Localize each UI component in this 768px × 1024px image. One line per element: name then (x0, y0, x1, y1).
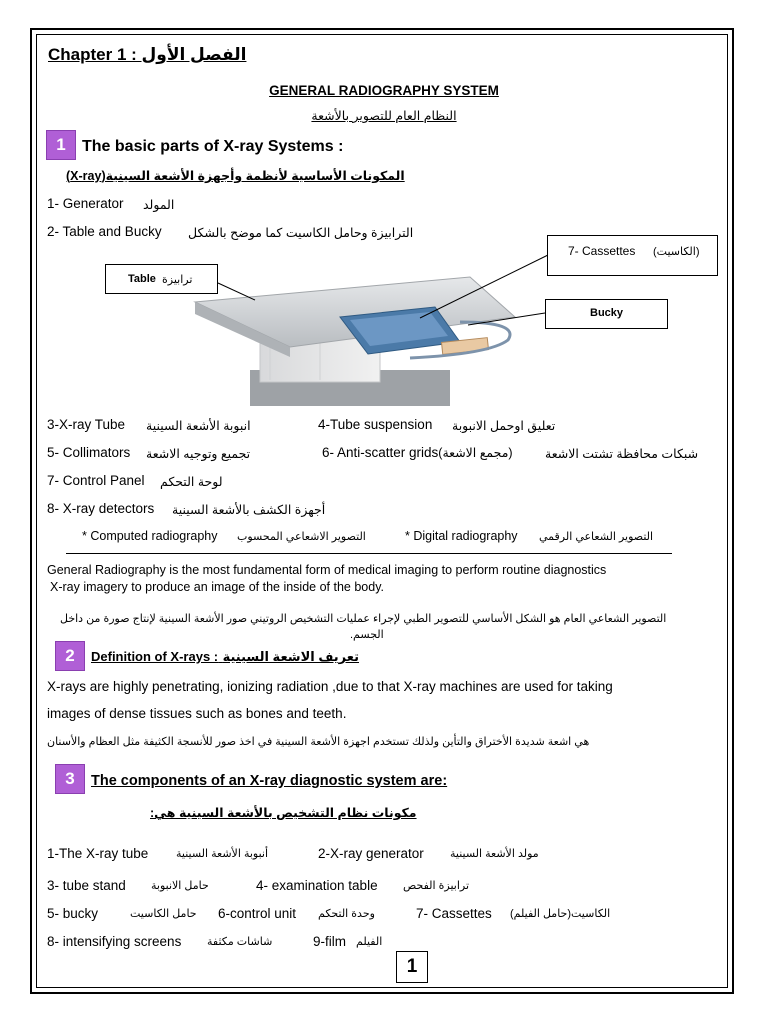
component-xray-generator: 2-X-ray generator (318, 846, 424, 861)
document-title-arabic: النظام العام للتصوير بالأشعة (311, 109, 457, 123)
component-examination-table-arabic: ترابيزة الفحص (403, 880, 470, 892)
section-divider (66, 553, 672, 554)
component-control-unit-arabic: وحدة التحكم (318, 908, 375, 920)
item-anti-scatter-grids-paren-arabic: (مجمع الاشعة) (438, 446, 513, 460)
item-collimators-arabic: تجميع وتوجيه الاشعة (146, 447, 251, 461)
xray-definition-line-2: images of dense tissues such as bones and teeth. (47, 706, 347, 721)
item-xray-tube: 3-X-ray Tube (47, 417, 126, 432)
section-2-title-label: Definition of X-rays : (91, 649, 219, 664)
item-xray-tube-arabic: انبوبة الأشعة السينية (146, 419, 251, 433)
item-generator: 1- Generator (47, 196, 124, 211)
component-cassettes: 7- Cassettes (416, 906, 492, 921)
paragraph-general-radiography-2: X-ray imagery to produce an image of the inside of the body. (50, 580, 384, 594)
item-anti-scatter-grids-label: 6- Anti-scatter grids (322, 445, 439, 460)
chapter-heading: Chapter 1 : الفصل الأول (48, 45, 247, 64)
item-xray-detectors-arabic: أجهزة الكشف بالأشعة السينية (172, 503, 326, 517)
component-xray-tube: 1-The X-ray tube (47, 846, 149, 861)
callout-table-label: Table (128, 273, 156, 285)
component-film: 9-film (313, 934, 346, 949)
paragraph-general-radiography-arabic-1: التصوير الشعاعي العام هو الشكل الأساسي للتصوير الطبي لإجراء عمليات التشخيص الروتيني صور الأشعة السينية لإنتاج صورة من داخل (60, 613, 667, 625)
component-bucky-arabic: حامل الكاسيت (130, 908, 197, 920)
document-title: GENERAL RADIOGRAPHY SYSTEM (269, 83, 499, 98)
item-anti-scatter-grids (322, 445, 513, 460)
section-1-title: The basic parts of X-ray Systems : (82, 138, 344, 155)
item-computed-radiography-arabic: التصوير الاشعاعي المحسوب (237, 531, 366, 543)
callout-table-label-arabic: ترابيزة (162, 274, 193, 286)
item-control-panel: 7- Control Panel (47, 473, 145, 488)
page-number: 1 (396, 951, 428, 983)
section-3-subtitle-arabic: مكونات نظام التشخيص بالأشعة السينية هي: (150, 806, 417, 820)
component-cassettes-arabic: الكاسيت(حامل الفيلم) (510, 908, 611, 920)
section-2-title (91, 648, 359, 666)
component-film-arabic: الفيلم (356, 936, 383, 948)
xray-definition-arabic: هي اشعة شديدة الأختراق والتأين ولذلك تستخدم اجهزة الأشعة السينية في اخذ صور للأنسجة الكثيفة مثل العظام والأسنان (47, 736, 590, 748)
item-digital-radiography-arabic: التصوير الشعاعي الرقمي (539, 531, 654, 543)
item-tube-suspension: 4-Tube suspension (318, 417, 433, 432)
item-tube-suspension-arabic: تعليق اوحمل الانبوبة (452, 419, 556, 433)
callout-bucky-label: Bucky (590, 307, 624, 319)
section-2-title-arabic: تعريف الاشعة السينية (222, 649, 359, 664)
item-table-bucky-arabic: الترابيزة وحامل الكاسيت كما موضح بالشكل (188, 226, 414, 240)
section-1-badge: 1 (46, 130, 76, 160)
component-control-unit: 6-control unit (218, 906, 297, 921)
section-1-subtitle-arabic: المكونات الأساسية لأنظمة وأجهزة الأشعة السينية(X-ray) (66, 169, 405, 183)
component-tube-stand: 3- tube stand (47, 878, 126, 893)
item-collimators: 5- Collimators (47, 445, 131, 460)
paragraph-general-radiography-arabic-2: الجسم. (350, 629, 384, 641)
paragraph-general-radiography-1: General Radiography is the most fundamental form of medical imaging to perform routine diagnostics (47, 563, 607, 577)
callout-cassettes (547, 235, 718, 276)
component-xray-tube-arabic: أنبوبة الأشعة السينية (176, 848, 269, 860)
item-anti-scatter-grids-arabic: شبكات محافظة تشتت الاشعة (545, 447, 699, 461)
component-bucky: 5- bucky (47, 906, 99, 921)
item-digital-radiography: * Digital radiography (405, 529, 518, 543)
callout-cassettes-label-arabic: (الكاسيت) (653, 246, 700, 258)
item-computed-radiography: * Computed radiography (82, 529, 218, 543)
component-xray-generator-arabic: مولد الأشعة السينية (450, 848, 539, 860)
callout-cassettes-label: 7- Cassettes (568, 244, 636, 258)
xray-definition-line-1: X-rays are highly penetrating, ionizing radiation ,due to that X-ray machines are used for taking (47, 679, 613, 694)
section-2-badge: 2 (55, 641, 85, 671)
component-examination-table: 4- examination table (256, 878, 378, 893)
item-control-panel-arabic: لوحة التحكم (160, 475, 223, 489)
section-3-badge: 3 (55, 764, 85, 794)
item-xray-detectors: 8- X-ray detectors (47, 501, 155, 516)
item-generator-arabic: المولد (143, 198, 175, 212)
component-intensifying-screens: 8- intensifying screens (47, 934, 182, 949)
component-intensifying-screens-arabic: شاشات مكثفة (207, 936, 273, 948)
component-tube-stand-arabic: حامل الانبوبة (151, 880, 209, 892)
section-3-title: The components of an X-ray diagnostic system are: (91, 773, 448, 789)
item-table-bucky: 2- Table and Bucky (47, 224, 162, 239)
callout-bucky (545, 299, 668, 329)
